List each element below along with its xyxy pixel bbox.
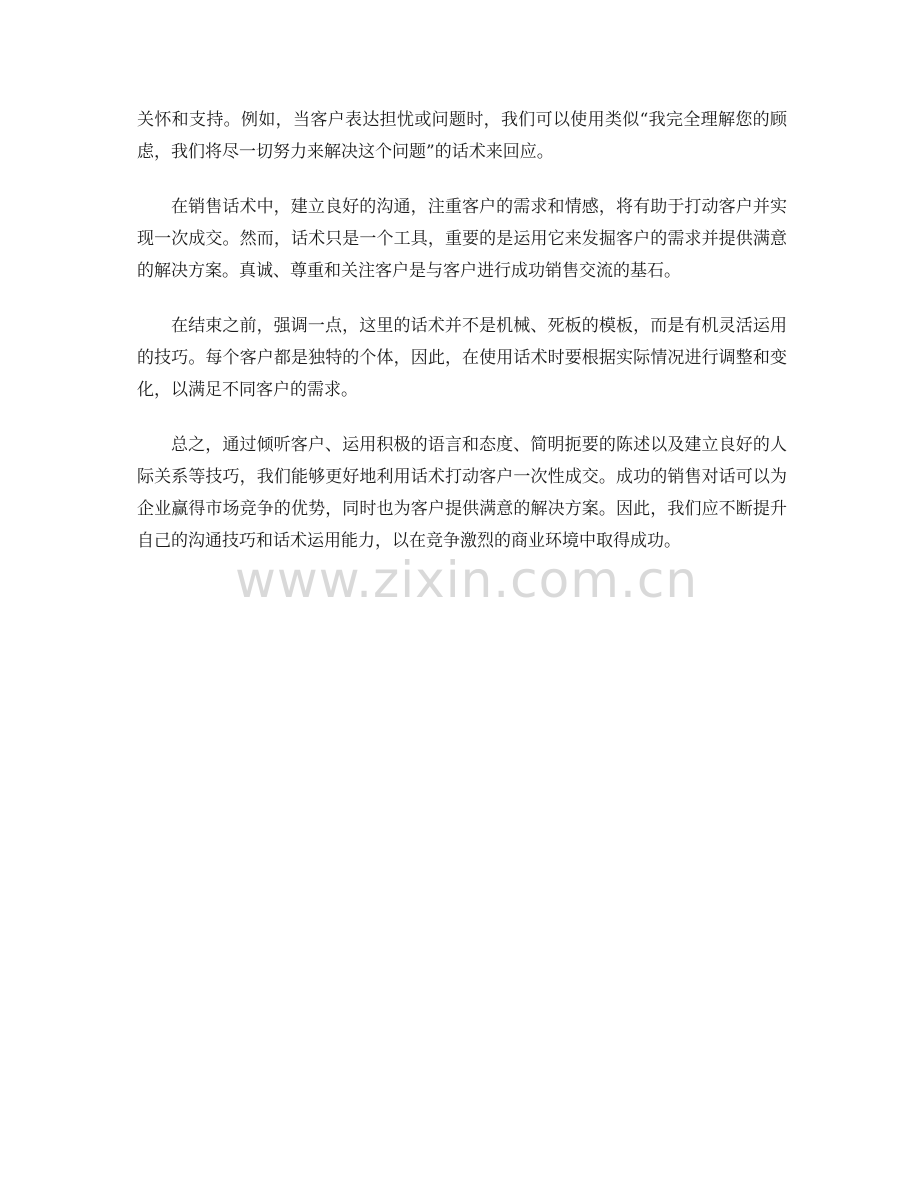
watermark: www.zixin.com.cn bbox=[235, 551, 699, 609]
paragraph-2: 在销售话术中，建立良好的沟通，注重客户的需求和情感，将有助于打动客户并实现一次成交。然而，话术只是一个工具，重要的是运用它来发掘客户的需求并提供满意的解决方案。真诚、尊重和关注客户是与客户进行成功销售交流的基石。 bbox=[137, 197, 787, 281]
paragraph-4: 总之，通过倾听客户、运用积极的语言和态度、简明扼要的陈述以及建立良好的人际关系等技巧，我们能够更好地利用话术打动客户一次性成交。成功的销售对话可以为企业赢得市场竞争的优势，同时也为客户提供满意的解决方案。因此，我们应不断提升自己的沟通技巧和话术运用能力，以在竞争激烈的商业环境中取得成功。 bbox=[137, 435, 787, 551]
paragraph-1: 关怀和支持。例如，当客户表达担忧或问题时，我们可以使用类似“我完全理解您的顾虑，我们将尽一切努力来解决这个问题”的话术来回应。 bbox=[137, 110, 787, 162]
document-body bbox=[137, 104, 787, 580]
paragraph-3: 在结束之前，强调一点，这里的话术并不是机械、死板的模板，而是有机灵活运用的技巧。每个客户都是独特的个体，因此，在使用话术时要根据实际情况进行调整和变化，以满足不同客户的需求。 bbox=[137, 316, 787, 400]
